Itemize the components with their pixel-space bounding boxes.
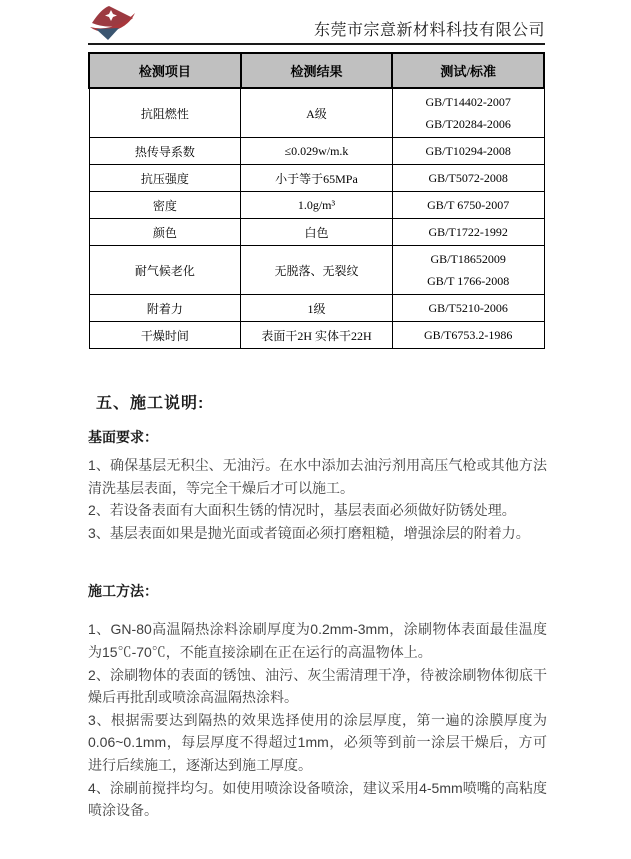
section-title: 五、施工说明: bbox=[96, 395, 205, 412]
test-result-cell: 1级 bbox=[241, 295, 393, 322]
test-result-cell: A级 bbox=[241, 88, 393, 138]
mountain-logo-icon bbox=[88, 4, 136, 41]
test-item-cell: 抗阻燃性 bbox=[89, 88, 241, 138]
test-item-cell: 密度 bbox=[89, 192, 241, 219]
column-header-1: 检测结果 bbox=[241, 53, 393, 88]
test-standard-cell bbox=[392, 322, 544, 349]
instruction-paragraph: 3、根据需要达到隔热的效果选择使用的涂层厚度，第一遍的涂膜厚度为0.06~0.1mm，每层厚度不得超过1mm，必须等到前一涂层干燥后，方可进行后续施工，逐渐达到施工厚度。 bbox=[88, 711, 547, 773]
standard-code: GB/T5210-2006 bbox=[428, 300, 508, 315]
construction-method-heading: 施工方法： bbox=[88, 583, 158, 600]
standard-code: GB/T18652009 bbox=[430, 251, 506, 266]
table-row bbox=[89, 246, 544, 295]
test-table-body bbox=[89, 88, 544, 349]
test-item-cell: 颜色 bbox=[89, 219, 241, 246]
table-row bbox=[89, 295, 544, 322]
company-logo bbox=[88, 4, 136, 41]
table-row bbox=[89, 138, 544, 165]
test-result-cell: 表面干2H 实体干22H bbox=[241, 322, 393, 349]
standard-code: GB/T5072-2008 bbox=[428, 170, 508, 185]
table-row bbox=[89, 192, 544, 219]
table-row bbox=[89, 165, 544, 192]
test-item-cell: 耐气候老化 bbox=[89, 246, 241, 295]
test-standard-cell bbox=[392, 246, 544, 295]
test-standard-cell bbox=[392, 165, 544, 192]
test-results-table bbox=[88, 52, 545, 349]
company-name: 东莞市宗意新材料科技有限公司 bbox=[313, 22, 545, 39]
test-item-cell: 干燥时间 bbox=[89, 322, 241, 349]
instruction-paragraph: 1、GN-80高温隔热涂料涂刷厚度为0.2mm-3mm，涂刷物体表面最佳温度为15℃-70℃，不能直接涂刷在正在运行的高温物体上。 bbox=[88, 621, 547, 660]
surface-requirements-heading: 基面要求： bbox=[88, 429, 158, 445]
column-header-2: 测试/标准 bbox=[392, 53, 544, 88]
standard-code: GB/T20284-2006 bbox=[425, 116, 511, 131]
test-result-cell: 无脱落、无裂纹 bbox=[241, 246, 393, 295]
test-standard-cell bbox=[392, 219, 544, 246]
test-item-cell: 附着力 bbox=[89, 295, 241, 322]
table-row bbox=[89, 219, 544, 246]
column-header-0: 检测项目 bbox=[89, 53, 241, 88]
standard-code: GB/T 6750-2007 bbox=[427, 197, 510, 212]
standard-code: GB/T6753.2-1986 bbox=[423, 327, 513, 342]
test-result-cell: 小于等于65MPa bbox=[241, 165, 393, 192]
standard-code: GB/T14402-2007 bbox=[425, 94, 511, 109]
construction-method-list bbox=[88, 618, 547, 821]
document-header bbox=[88, 6, 545, 45]
test-standard-cell bbox=[392, 192, 544, 219]
test-standard-cell bbox=[392, 88, 544, 138]
test-item-cell: 抗压强度 bbox=[89, 165, 241, 192]
instruction-paragraph: 1、确保基层无积尘、无油污。在水中添加去油污剂用高压气枪或其他方法清洗基层表面，等完全干燥后才可以施工。 bbox=[88, 457, 547, 496]
instruction-paragraph: 4、涂刷前搅拌均匀。如使用喷涂设备喷涂，建议采用4-5mm喷嘴的高粘度喷涂设备。 bbox=[88, 779, 547, 819]
surface-requirements-list bbox=[88, 454, 547, 544]
test-result-cell: ≤0.029w/m.k bbox=[241, 138, 393, 165]
test-result-cell: 1.0g/m³ bbox=[241, 192, 393, 219]
table-row bbox=[89, 88, 544, 138]
table-header-row bbox=[89, 53, 544, 88]
standard-code: GB/T1722-1992 bbox=[428, 224, 508, 239]
standard-code: GB/T 1766-2008 bbox=[427, 273, 510, 288]
table-row bbox=[89, 322, 544, 349]
test-standard-cell bbox=[392, 138, 544, 165]
standard-code: GB/T10294-2008 bbox=[425, 143, 511, 158]
test-item-cell: 热传导系数 bbox=[89, 138, 241, 165]
test-standard-cell bbox=[392, 295, 544, 322]
instruction-paragraph: 3、基层表面如果是抛光面或者镜面必须打磨粗糙，增强涂层的附着力。 bbox=[88, 524, 530, 541]
instruction-paragraph: 2、涂刷物体的表面的锈蚀、油污、灰尘需清理干净，待被涂刷物体彻底干燥后再批刮或喷涂高温隔热涂料。 bbox=[88, 666, 547, 706]
test-result-cell: 白色 bbox=[241, 219, 393, 246]
instruction-paragraph: 2、若设备表面有大面积生锈的情况时，基层表面必须做好防锈处理。 bbox=[88, 502, 516, 519]
